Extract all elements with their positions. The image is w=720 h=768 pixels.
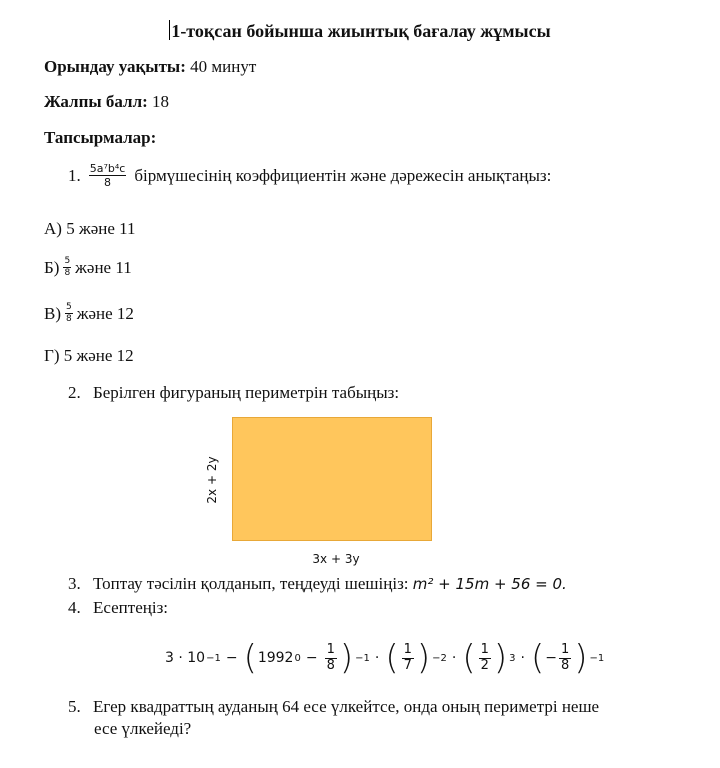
q1-fraction-numerator: 5a⁷b⁴c bbox=[89, 162, 126, 175]
score-label: Жалпы балл: bbox=[44, 92, 148, 111]
expr-fraction-4 bbox=[559, 643, 571, 673]
option-c-fraction bbox=[65, 303, 73, 324]
question-1 bbox=[68, 163, 551, 188]
expr-dot-3: · bbox=[520, 650, 525, 666]
expr-f1-num: 1 bbox=[326, 642, 335, 658]
question-3 bbox=[68, 574, 567, 594]
expr-f4-num: 1 bbox=[560, 642, 570, 658]
expr-paren-close-3: ) bbox=[493, 638, 508, 678]
option-b-label: Б) bbox=[44, 257, 60, 277]
expr-paren-open-2: ( bbox=[385, 638, 399, 678]
q3-equation: m² + 15m + 56 = 0. bbox=[412, 575, 567, 593]
question-2 bbox=[68, 383, 399, 403]
time-label: Орындау уақыты: bbox=[44, 57, 186, 76]
expr-paren-close-4: ) bbox=[574, 638, 588, 678]
score-line bbox=[44, 92, 169, 112]
score-value: 18 bbox=[152, 92, 170, 111]
q3-number: 3. bbox=[68, 574, 81, 593]
expr-fraction-1 bbox=[325, 643, 337, 673]
option-c-numerator: 5 bbox=[66, 302, 72, 312]
expr-group1-exponent: −1 bbox=[355, 652, 370, 664]
expr-paren-close: ) bbox=[339, 638, 354, 678]
option-b-fraction bbox=[63, 257, 71, 278]
q4-number: 4. bbox=[68, 598, 81, 617]
option-a-text: 5 және 11 bbox=[66, 219, 136, 238]
expr-group4-exponent: −1 bbox=[589, 652, 605, 664]
q5-number: 5. bbox=[68, 697, 81, 716]
q1-option-b bbox=[44, 257, 132, 278]
q1-option-d bbox=[44, 346, 134, 366]
expr-fraction-2 bbox=[402, 643, 414, 673]
option-d-text: 5 және 12 bbox=[63, 346, 134, 365]
expr-year: 1992 bbox=[257, 650, 294, 666]
q5-line-1: Егер квадраттың ауданың 64 есе үлкейтсе, онда оның периметрі неше bbox=[93, 697, 600, 716]
option-c-denominator: 8 bbox=[66, 314, 72, 324]
expr-minus-2: − bbox=[305, 650, 318, 666]
q1-fraction bbox=[89, 163, 127, 188]
expr-f3-den: 2 bbox=[480, 657, 489, 673]
q2-number: 2. bbox=[68, 383, 81, 402]
expr-group3-exponent: 3 bbox=[509, 652, 516, 664]
rectangle-figure bbox=[232, 417, 432, 541]
q1-text: бірмүшесінің коэффициентін және дәрежесін анықтаңыз: bbox=[134, 165, 552, 185]
expr-paren-close-2: ) bbox=[416, 638, 431, 678]
option-b-denominator: 8 bbox=[64, 268, 71, 278]
option-c-label: В) bbox=[44, 303, 61, 323]
expr-f1-den: 8 bbox=[326, 657, 335, 673]
time-line bbox=[44, 57, 256, 77]
expr-dot-1: · bbox=[374, 650, 380, 666]
time-value: 40 минут bbox=[190, 57, 257, 76]
expr-year-exponent: 0 bbox=[294, 652, 301, 664]
question-4 bbox=[68, 598, 168, 618]
q4-expression bbox=[165, 618, 604, 698]
expr-paren-open-4: ( bbox=[530, 638, 545, 678]
q3-text: Топтау тәсілін қолданып, теңдеуді шешіңіз: bbox=[93, 574, 409, 593]
option-b-text: және 11 bbox=[75, 257, 132, 277]
rectangle-side-label: 2x + 2y bbox=[205, 456, 219, 504]
q1-option-a bbox=[44, 219, 136, 239]
q5-line-2: есе үлкейеді? bbox=[94, 719, 192, 738]
expr-paren-open: ( bbox=[243, 638, 257, 678]
expr-lead-exponent: −1 bbox=[206, 652, 221, 664]
option-b-numerator: 5 bbox=[64, 256, 71, 266]
q4-text: Есептеңіз: bbox=[93, 598, 169, 617]
q1-number: 1. bbox=[68, 165, 81, 185]
expr-f4-sign: − bbox=[545, 650, 557, 666]
expr-minus: − bbox=[225, 650, 238, 666]
expr-lead: 3 · 10 bbox=[165, 650, 206, 666]
expr-group2-exponent: −2 bbox=[432, 652, 447, 664]
option-c-text: және 12 bbox=[76, 303, 134, 323]
expr-f2-num: 1 bbox=[403, 642, 412, 658]
q1-option-c bbox=[44, 303, 134, 324]
rectangle-bottom-label: 3x + 3y bbox=[312, 552, 360, 566]
expr-f4-den: 8 bbox=[560, 657, 570, 673]
option-d-label: Г) bbox=[44, 346, 60, 365]
q1-fraction-denominator: 8 bbox=[104, 176, 112, 189]
expr-f2-den: 7 bbox=[403, 657, 412, 673]
expr-fraction-3 bbox=[479, 643, 491, 673]
option-a-label: А) bbox=[44, 219, 62, 238]
expr-dot-2: · bbox=[451, 650, 457, 666]
q2-text: Берілген фигураның периметрін табыңыз: bbox=[93, 383, 400, 402]
page-title: 1-тоқсан бойынша жиынтық бағалау жұмысы bbox=[171, 21, 551, 41]
expr-paren-open-3: ( bbox=[462, 638, 476, 678]
tasks-heading: Тапсырмалар: bbox=[44, 128, 157, 147]
question-5 bbox=[68, 697, 599, 717]
expr-f3-num: 1 bbox=[480, 642, 489, 658]
